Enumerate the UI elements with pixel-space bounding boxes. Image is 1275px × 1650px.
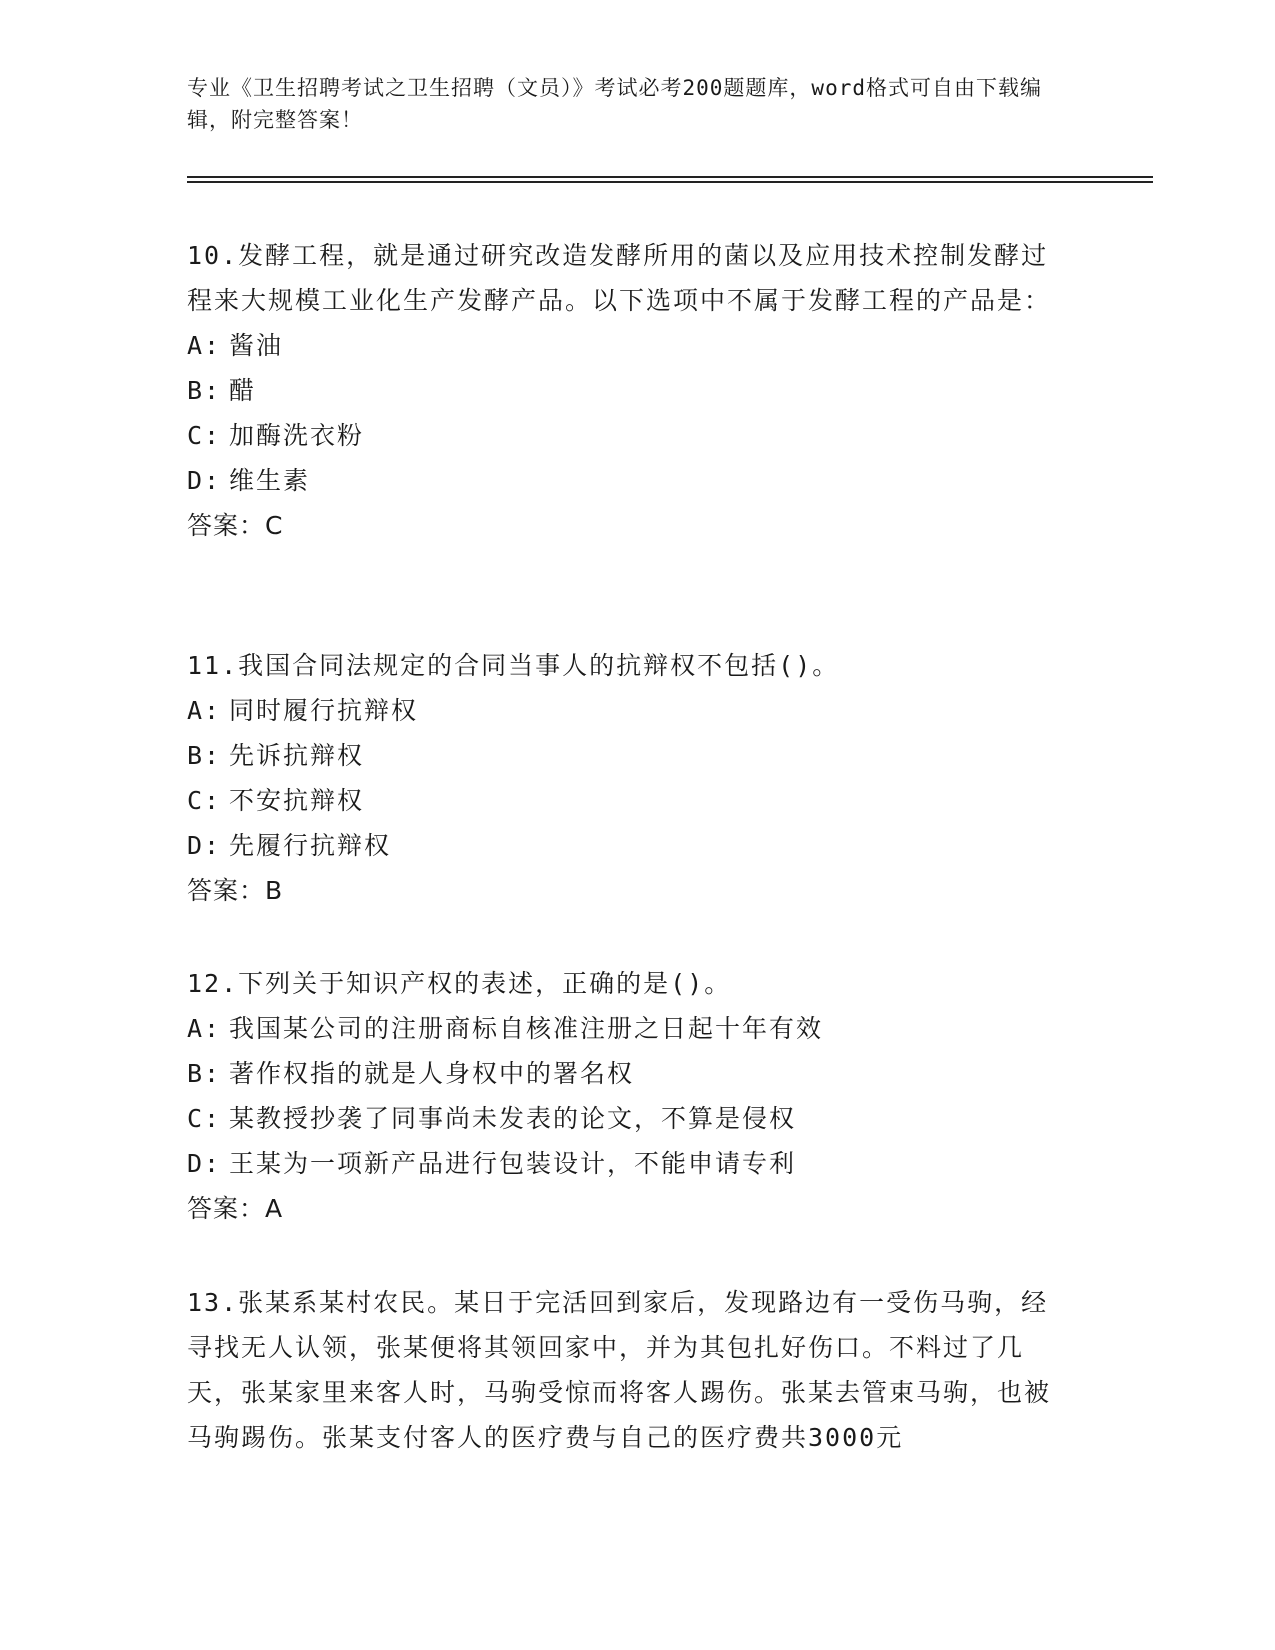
option-text: 同时履行抗辩权 <box>229 696 419 725</box>
option-c <box>187 1096 1067 1141</box>
option-text: 醋 <box>229 376 257 405</box>
option-c <box>187 413 1067 458</box>
option-key: A: <box>187 696 222 725</box>
option-d <box>187 1141 1067 1186</box>
question-12 <box>187 961 1067 1231</box>
option-key: D: <box>187 466 222 495</box>
option-key: C: <box>187 1104 222 1133</box>
option-b <box>187 1051 1067 1096</box>
option-text: 先履行抗辩权 <box>229 831 392 860</box>
option-a <box>187 323 1067 368</box>
question-stem: 11.我国合同法规定的合同当事人的抗辩权不包括()。 <box>187 651 840 680</box>
header-divider-top <box>187 176 1153 178</box>
option-a <box>187 688 1067 733</box>
question-11 <box>187 643 1067 913</box>
option-key: D: <box>187 1149 222 1178</box>
answer-line: 答案：B <box>187 876 284 905</box>
option-text: 维生素 <box>229 466 311 495</box>
option-text: 王某为一项新产品进行包装设计，不能申请专利 <box>229 1149 797 1178</box>
option-d <box>187 458 1067 503</box>
option-key: B: <box>187 741 222 770</box>
header-divider-bottom <box>187 181 1153 183</box>
option-key: A: <box>187 331 222 360</box>
question-10 <box>187 233 1067 548</box>
option-text: 我国某公司的注册商标自核准注册之日起十年有效 <box>229 1014 824 1043</box>
option-key: A: <box>187 1014 222 1043</box>
option-d <box>187 823 1067 868</box>
option-text: 先诉抗辩权 <box>229 741 365 770</box>
option-b <box>187 733 1067 778</box>
option-key: C: <box>187 421 222 450</box>
option-key: B: <box>187 1059 222 1088</box>
question-stem: 12.下列关于知识产权的表述，正确的是()。 <box>187 969 732 998</box>
option-b <box>187 368 1067 413</box>
option-c <box>187 778 1067 823</box>
option-text: 某教授抄袭了同事尚未发表的论文，不算是侵权 <box>229 1104 797 1133</box>
answer-line: 答案：A <box>187 1194 284 1223</box>
question-stem: 13.张某系某村农民。某日于完活回到家后，发现路边有一受伤马驹，经寻找无人认领，张某便将其领回家中，并为其包扎好伤口。不料过了几天，张某家里来客人时，马驹受惊而将客人踢伤。张某去管束马驹，也被马驹踢伤。张某支付客人的医疗费与自己的医疗费共3000元 <box>187 1288 1052 1452</box>
question-stem: 10.发酵工程，就是通过研究改造发酵所用的菌以及应用技术控制发酵过程来大规模工业化生产发酵产品。以下选项中不属于发酵工程的产品是： <box>187 241 1052 315</box>
option-key: B: <box>187 376 222 405</box>
document-intro: 专业《卫生招聘考试之卫生招聘（文员）》考试必考200题题库，word格式可自由下载编辑，附完整答案！ <box>187 76 1042 132</box>
option-text: 不安抗辩权 <box>229 786 365 815</box>
option-text: 著作权指的就是人身权中的署名权 <box>229 1059 635 1088</box>
question-13 <box>187 1280 1067 1460</box>
option-key: D: <box>187 831 222 860</box>
option-text: 酱油 <box>229 331 284 360</box>
option-key: C: <box>187 786 222 815</box>
answer-line: 答案：C <box>187 511 284 540</box>
option-a <box>187 1006 1067 1051</box>
option-text: 加酶洗衣粉 <box>229 421 365 450</box>
